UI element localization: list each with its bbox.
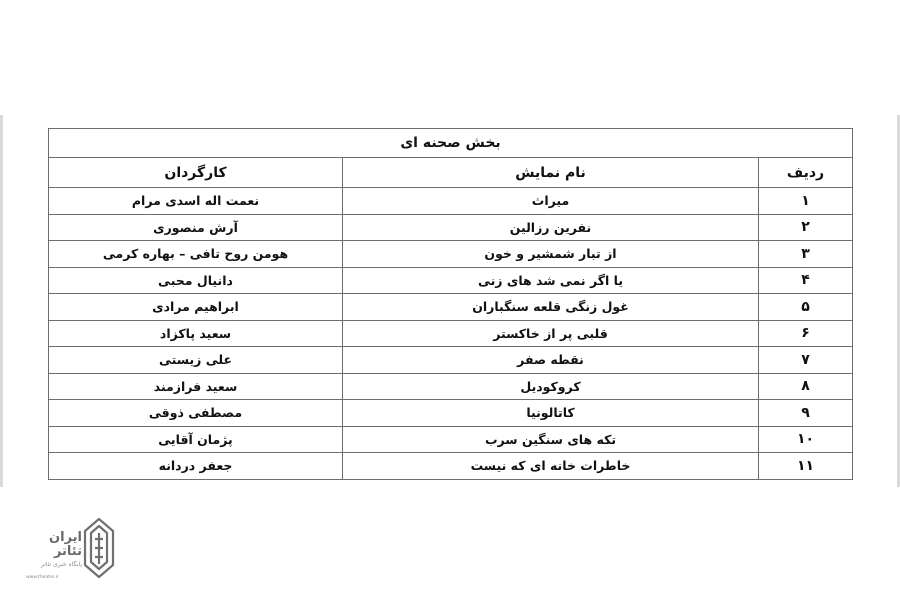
play-title: تکه های سنگین سرب bbox=[343, 426, 759, 453]
logo-tagline: پایگاه خبری تئاتر bbox=[40, 561, 82, 568]
play-title: خاطرات خانه ای که نیست bbox=[343, 453, 759, 480]
header-row-number: ردیف bbox=[759, 158, 853, 188]
table-row bbox=[49, 373, 853, 400]
play-title: کروکودیل bbox=[343, 373, 759, 400]
play-title: نفرین رزالین bbox=[343, 214, 759, 241]
director-name: سعید فرازمند bbox=[49, 373, 343, 400]
logo-url: www.theater.ir bbox=[26, 575, 59, 580]
director-name: دانیال محبی bbox=[49, 267, 343, 294]
table-row bbox=[49, 347, 853, 374]
row-number: ۷ bbox=[759, 347, 853, 374]
row-number: ۱ bbox=[759, 188, 853, 215]
director-name: جعفر دردانه bbox=[49, 453, 343, 480]
director-name: سعید پاکزاد bbox=[49, 320, 343, 347]
play-title: قلبی پر از خاکستر bbox=[343, 320, 759, 347]
table-row bbox=[49, 400, 853, 427]
row-number: ۹ bbox=[759, 400, 853, 427]
table-row bbox=[49, 294, 853, 321]
table-row bbox=[49, 426, 853, 453]
performances-table bbox=[48, 128, 853, 480]
row-number: ۳ bbox=[759, 241, 853, 268]
play-title: نقطه صفر bbox=[343, 347, 759, 374]
director-name: پژمان آقایی bbox=[49, 426, 343, 453]
row-number: ۵ bbox=[759, 294, 853, 321]
logo-name: ایران تئاتر bbox=[49, 530, 82, 559]
theater-emblem-icon bbox=[82, 517, 116, 579]
table-row bbox=[49, 241, 853, 268]
table-title: بخش صحنه ای bbox=[49, 129, 853, 158]
table-row bbox=[49, 267, 853, 294]
row-number: ۱۱ bbox=[759, 453, 853, 480]
header-director: کارگردان bbox=[49, 158, 343, 188]
row-number: ۶ bbox=[759, 320, 853, 347]
row-number: ۲ bbox=[759, 214, 853, 241]
table-row bbox=[49, 188, 853, 215]
play-title: یا اگر نمی شد های زنی bbox=[343, 267, 759, 294]
director-name: نعمت اله اسدی مرام bbox=[49, 188, 343, 215]
table-row bbox=[49, 453, 853, 480]
table-header-row bbox=[49, 158, 853, 188]
logo-text bbox=[26, 531, 82, 581]
play-title: میراث bbox=[343, 188, 759, 215]
iran-theater-logo bbox=[24, 515, 114, 581]
row-number: ۱۰ bbox=[759, 426, 853, 453]
table-row bbox=[49, 320, 853, 347]
director-name: آرش منصوری bbox=[49, 214, 343, 241]
director-name: ابراهیم مرادی bbox=[49, 294, 343, 321]
table-body bbox=[49, 188, 853, 480]
play-title: از تبار شمشیر و خون bbox=[343, 241, 759, 268]
play-title: کاتالونیا bbox=[343, 400, 759, 427]
director-name: علی زیستی bbox=[49, 347, 343, 374]
director-name: هومن روح تافی – بهاره کرمی bbox=[49, 241, 343, 268]
table-row bbox=[49, 214, 853, 241]
table-title-row bbox=[49, 129, 853, 158]
play-title: غول زنگی قلعه سنگباران bbox=[343, 294, 759, 321]
header-play-title: نام نمایش bbox=[343, 158, 759, 188]
director-name: مصطفی ذوقی bbox=[49, 400, 343, 427]
row-number: ۴ bbox=[759, 267, 853, 294]
row-number: ۸ bbox=[759, 373, 853, 400]
